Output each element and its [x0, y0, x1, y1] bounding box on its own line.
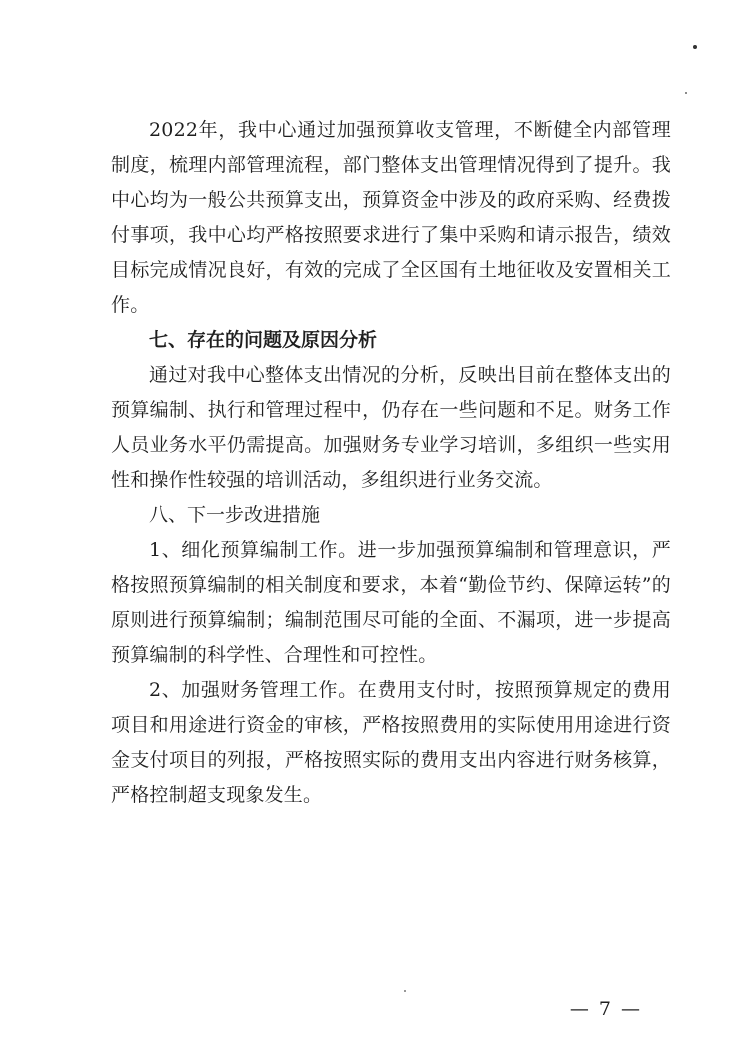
scan-speck [404, 990, 406, 992]
paragraph-improvement-2: 2、加强财务管理工作。在费用支付时，按照预算规定的费用项目和用途进行资金的审核，严格按照费用的实际使用用途进行资金支付项目的列报，严格按照实际的费用支出内容进行财务核算，严格控制超支现象发生。 [111, 679, 671, 806]
paragraph-improvement-1: 1、细化预算编制工作。进一步加强预算编制和管理意识，严格按照预算编制的相关制度和要求，本着“勤俭节约、保障运转”的原则进行预算编制；编制范围尽可能的全面、不漏项，进一步提高预算编制的科学性、合理性和可控性。 [111, 539, 671, 666]
page-number: — 7 — [569, 998, 642, 1020]
section-heading-improvements: 八、下一步改进措施 [149, 504, 321, 526]
scan-speck [685, 92, 687, 94]
paragraph-budget-management: 2022年，我中心通过加强预算收支管理，不断健全内部管理制度，梳理内部管理流程，部门整体支出管理情况得到了提升。我中心均为一般公共预算支出，预算资金中涉及的政府采购、经费拨付事项，我中心均严格按照要求进行了集中采购和请示报告，绩效目标完成情况良好，有效的完成了全区国有土地征收及安置相关工作。 [111, 119, 671, 316]
document-body [111, 113, 671, 813]
paragraph-problems: 通过对我中心整体支出情况的分析，反映出目前在整体支出的预算编制、执行和管理过程中，仍存在一些问题和不足。财务工作人员业务水平仍需提高。加强财务专业学习培训，多组织一些实用性和操作性较强的培训活动，多组织进行业务交流。 [111, 364, 671, 491]
scan-speck [693, 45, 697, 49]
section-heading-problems: 七、存在的问题及原因分析 [149, 329, 378, 351]
